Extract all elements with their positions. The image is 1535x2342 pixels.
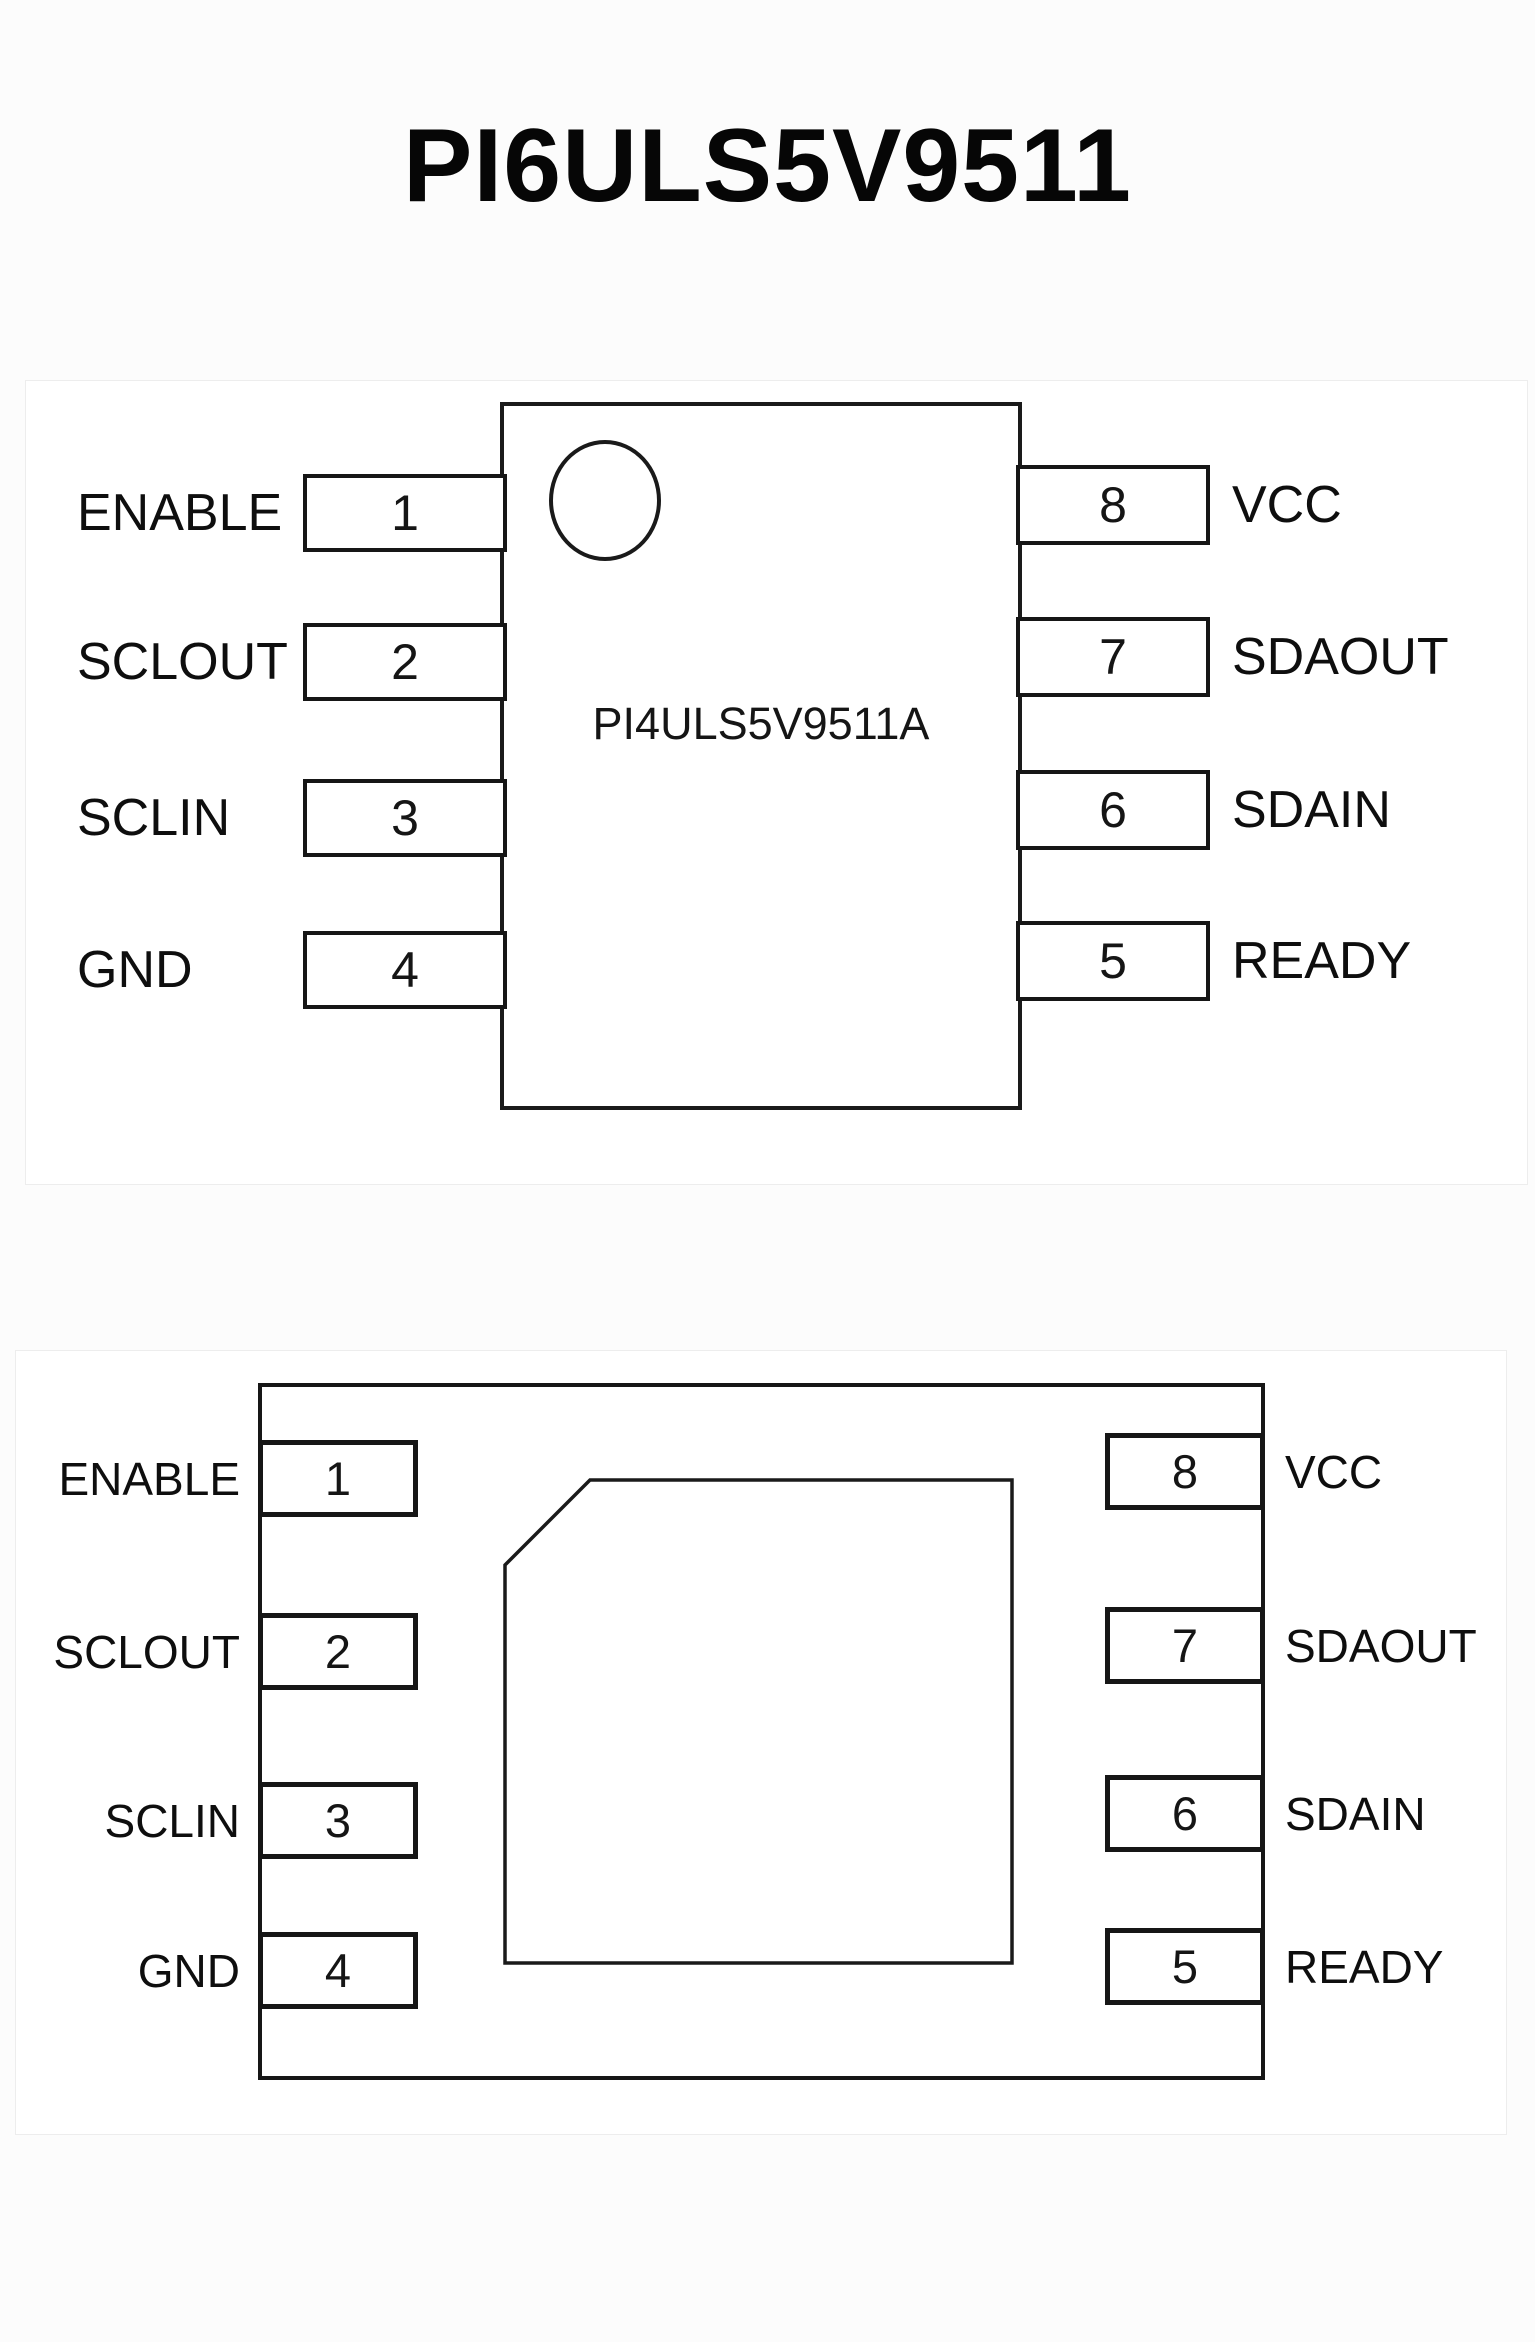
tdfn-pin-1-label: ENABLE	[58, 1452, 240, 1505]
tdfn-pin-6-label: SDAIN	[1285, 1787, 1426, 1840]
pin-number: 7	[1099, 629, 1127, 685]
pin-number: 8	[1099, 477, 1127, 533]
tdfn-pin-6-box	[1105, 1775, 1265, 1852]
soic-pin-4-box	[303, 931, 507, 1009]
soic-pin-8-box	[1016, 465, 1210, 545]
soic-pin-8-label: VCC	[1232, 476, 1342, 534]
page-title: PI6ULS5V9511	[403, 108, 1132, 224]
tdfn-pin-5-box	[1105, 1928, 1265, 2005]
pin-number: 2	[391, 634, 419, 690]
pin-number: 6	[1099, 782, 1127, 838]
exposed-pad-outline	[505, 1480, 1012, 1963]
soic-pin-4-label: GND	[77, 941, 193, 999]
tdfn-pin-5-label: READY	[1285, 1940, 1444, 1993]
soic-chip-label: PI4ULS5V9511A	[592, 698, 930, 749]
tdfn-pin-3-label: SCLIN	[104, 1794, 240, 1847]
pin-number: 8	[1171, 1445, 1199, 1498]
soic-pin-7-box	[1016, 617, 1210, 697]
pin-number: 5	[1171, 1940, 1199, 1993]
tdfn-pin-3-box	[258, 1782, 418, 1859]
tdfn-pin-8-label: VCC	[1285, 1445, 1383, 1498]
soic-pin-1-box	[303, 474, 507, 552]
soic-pin-7-label: SDAOUT	[1232, 628, 1449, 686]
soic-pin-1-label: ENABLE	[77, 484, 283, 542]
soic-pin-6-box	[1016, 770, 1210, 850]
pin-number: 7	[1171, 1619, 1199, 1672]
pin-number: 4	[324, 1944, 352, 1997]
tdfn-pin-2-label: SCLOUT	[53, 1625, 240, 1678]
soic-pin-5-box	[1016, 921, 1210, 1001]
tdfn-pin-4-label: GND	[137, 1944, 240, 1997]
tdfn-pin-8-box	[1105, 1433, 1265, 1510]
pin-number: 2	[324, 1625, 352, 1678]
pin1-indicator-circle-icon	[549, 440, 661, 561]
tdfn-pin-2-box	[258, 1613, 418, 1690]
tdfn-pin-7-box	[1105, 1607, 1265, 1684]
pin-number: 5	[1099, 933, 1127, 989]
pin-number: 1	[391, 485, 419, 541]
soic-pin-2-label: SCLOUT	[77, 633, 288, 691]
pin-number: 1	[324, 1452, 352, 1505]
soic-pin-6-label: SDAIN	[1232, 781, 1391, 839]
pin-number: 6	[1171, 1787, 1199, 1840]
pin-number: 3	[391, 790, 419, 846]
tdfn-pin-4-box	[258, 1932, 418, 2009]
tdfn-pin-7-label: SDAOUT	[1285, 1619, 1477, 1672]
soic-pin-5-label: READY	[1232, 932, 1412, 990]
pin-number: 3	[324, 1794, 352, 1847]
pin-number: 4	[391, 942, 419, 998]
soic-pin-3-box	[303, 779, 507, 857]
soic-pin-2-box	[303, 623, 507, 701]
tdfn-pin-1-box	[258, 1440, 418, 1517]
soic-pin-3-label: SCLIN	[77, 789, 231, 847]
